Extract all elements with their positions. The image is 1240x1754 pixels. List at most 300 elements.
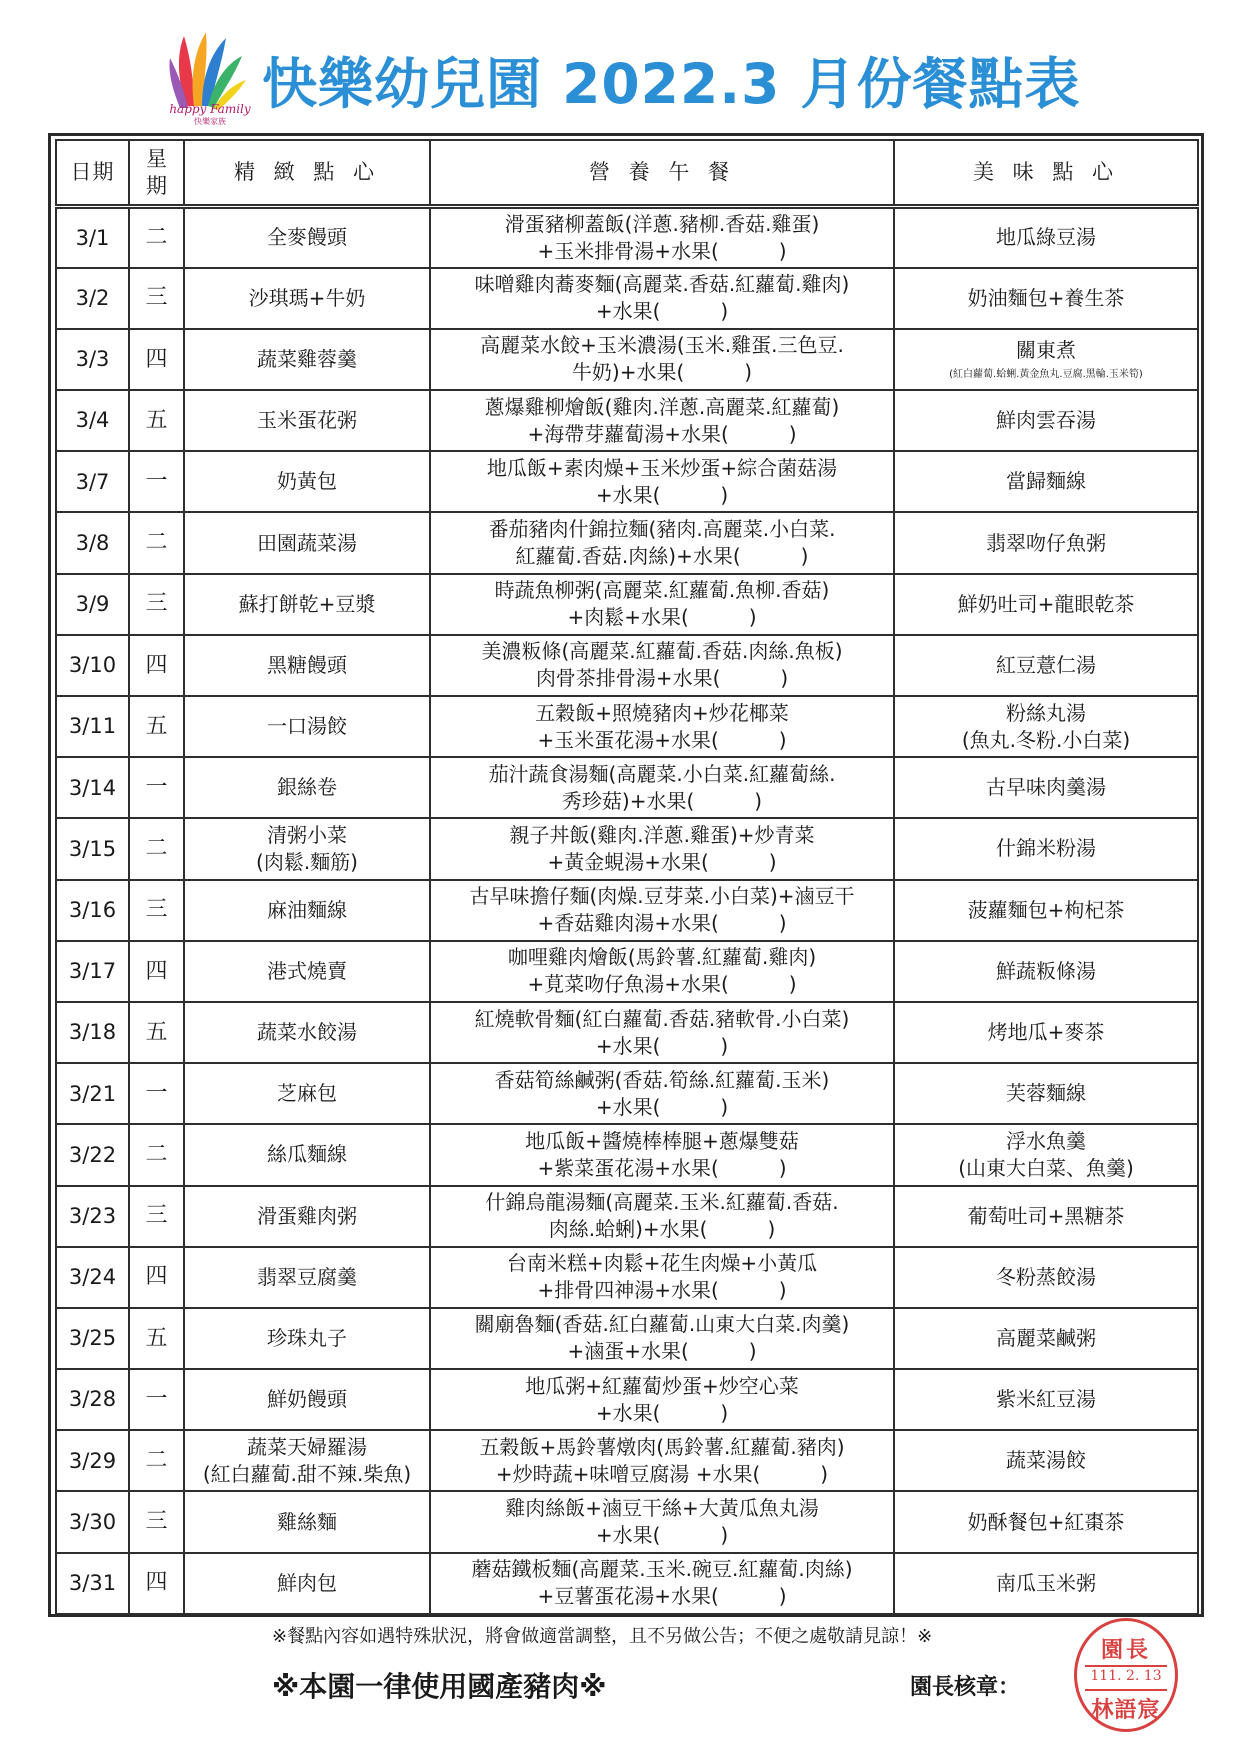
lunch-line-2: 秀珍菇)+水果( ): [561, 788, 763, 813]
adjustment-notice: ※餐點內容如遇特殊狀況，將會做適當調整，且不另做公告；不便之處敬請見諒！※: [272, 1626, 933, 1647]
afternoon-snack-cell: [894, 757, 1198, 818]
date-text: 3/15: [68, 836, 117, 861]
lunch-line-1: 美濃粄條(高麗菜.紅蘿蔔.香菇.肉絲.魚板): [481, 639, 843, 664]
lunch-cell: [430, 1308, 894, 1369]
lunch-cell: [430, 1491, 894, 1552]
weekday-text: 二: [145, 530, 168, 556]
weekday-text: 四: [145, 1264, 168, 1290]
date-cell: [56, 818, 129, 879]
morning-snack-text: 黑糖饅頭: [267, 652, 347, 677]
afternoon-snack-text: 浮水魚羹: [1006, 1128, 1086, 1153]
morning-snack-text: 雞絲麵: [277, 1509, 337, 1534]
date-cell: [56, 1491, 129, 1552]
morning-snack-cell: [184, 757, 430, 818]
date-text: 3/23: [68, 1203, 117, 1228]
date-text: 3/31: [68, 1571, 117, 1596]
morning-snack-cell: [184, 1369, 430, 1430]
lunch-cell: [430, 635, 894, 696]
morning-snack-cell: [184, 1553, 430, 1614]
date-text: 3/10: [68, 653, 117, 678]
column-header-afternoon-snack: 美 味 點 心: [894, 140, 1198, 207]
weekday-text: 三: [145, 1203, 168, 1229]
lunch-line-1: 紅燒軟骨麵(紅白蘿蔔.香菇.豬軟骨.小白菜): [474, 1006, 850, 1031]
lunch-cell: [430, 1369, 894, 1430]
lunch-cell: [430, 1430, 894, 1491]
weekday-cell: [129, 1063, 184, 1124]
morning-snack-text: 清粥小菜: [267, 822, 347, 847]
afternoon-snack-text: 冬粉蒸餃湯: [996, 1264, 1096, 1289]
lunch-line-2: +水果( ): [595, 482, 729, 507]
lunch-line-2: +紫菜蛋花湯+水果( ): [537, 1155, 787, 1180]
afternoon-snack-text: 鮮肉雲吞湯: [996, 408, 1096, 433]
morning-snack-text: 全麥饅頭: [267, 225, 347, 250]
morning-snack-cell: [184, 1308, 430, 1369]
lunch-cell: [430, 880, 894, 941]
weekday-text: 四: [145, 652, 168, 678]
weekday-text: 五: [145, 713, 168, 739]
weekday-cell: [129, 696, 184, 757]
weekday-text: 二: [145, 836, 168, 862]
morning-snack-cell: [184, 1063, 430, 1124]
page-title: 快樂幼兒園 2022.3 月份餐點表: [262, 52, 1081, 116]
lunch-line-2: +肉鬆+水果( ): [567, 605, 757, 630]
lunch-cell: [430, 1247, 894, 1308]
afternoon-snack-text: 鮮蔬粄條湯: [996, 958, 1096, 983]
date-cell: [56, 1063, 129, 1124]
afternoon-snack-cell: [894, 1430, 1198, 1491]
date-cell: [56, 268, 129, 329]
date-text: 3/17: [68, 959, 117, 984]
menu-row: [56, 390, 1198, 451]
date-cell: [56, 1186, 129, 1247]
morning-snack-cell: [184, 1430, 430, 1491]
afternoon-snack-cell: [894, 635, 1198, 696]
weekday-cell: [129, 329, 184, 390]
lunch-line-1: 地瓜粥+紅蘿蔔炒蛋+炒空心菜: [525, 1373, 799, 1398]
date-text: 3/2: [75, 286, 110, 311]
weekday-text: 四: [145, 958, 168, 984]
column-header-lunch: 營 養 午 餐: [430, 140, 894, 207]
date-text: 3/14: [68, 775, 117, 800]
lunch-cell: [430, 1002, 894, 1063]
morning-snack-cell: [184, 1186, 430, 1247]
date-cell: [56, 757, 129, 818]
lunch-cell: [430, 1124, 894, 1185]
lunch-line-1: 蔥爆雞柳燴飯(雞肉.洋蔥.高麗菜.紅蘿蔔): [484, 394, 840, 419]
date-text: 3/24: [68, 1265, 117, 1290]
menu-row: [56, 880, 1198, 941]
lunch-line-1: 蘑菇鐵板麵(高麗菜.玉米.碗豆.紅蘿蔔.肉絲): [471, 1557, 853, 1582]
morning-snack-cell: [184, 1247, 430, 1308]
weekday-cell: [129, 818, 184, 879]
director-seal-stamp: [1074, 1618, 1184, 1738]
date-cell: [56, 1553, 129, 1614]
morning-snack-cell: [184, 390, 430, 451]
lunch-line-1: 雞肉絲飯+滷豆干絲+大黃瓜魚丸湯: [505, 1496, 819, 1521]
lunch-line-1: 滑蛋豬柳蓋飯(洋蔥.豬柳.香菇.雞蛋): [504, 211, 820, 236]
date-text: 3/8: [75, 530, 110, 555]
stamp-divider: [1085, 1665, 1167, 1667]
logo-caption: happy Family: [169, 102, 251, 116]
weekday-cell: [129, 1553, 184, 1614]
afternoon-snack-text: 葡萄吐司+黑糖茶: [967, 1203, 1125, 1228]
logo-subcaption: 快樂家族: [194, 117, 226, 126]
date-text: 3/7: [75, 469, 110, 494]
menu-row: [56, 451, 1198, 512]
lunch-line-1: 番茄豬肉什錦拉麵(豬肉.高麗菜.小白菜.: [488, 517, 836, 542]
weekday-cell: [129, 574, 184, 635]
lunch-line-2: 牛奶)+水果( ): [571, 360, 753, 385]
morning-snack-cell: [184, 451, 430, 512]
afternoon-snack-text: 當歸麵線: [1006, 469, 1086, 494]
afternoon-snack-text: 粉絲丸湯: [1006, 700, 1086, 725]
weekday-cell: [129, 1308, 184, 1369]
afternoon-snack-cell: [894, 329, 1198, 390]
lunch-line-2: +香菇雞肉湯+水果( ): [537, 911, 787, 936]
morning-snack-cell: [184, 941, 430, 1002]
lunch-cell: [430, 1553, 894, 1614]
stamp-divider: [1085, 1689, 1167, 1691]
morning-snack-text: 麻油麵線: [267, 897, 347, 922]
morning-snack-text: 銀絲卷: [277, 775, 337, 800]
lunch-line-1: 台南米糕+肉鬆+花生肉燥+小黃瓜: [506, 1251, 818, 1276]
menu-row: [56, 1369, 1198, 1430]
weekday-cell: [129, 451, 184, 512]
morning-snack-text: 珍珠丸子: [267, 1325, 347, 1350]
lunch-line-2: +玉米排骨湯+水果( ): [537, 238, 787, 263]
date-cell: [56, 207, 129, 268]
afternoon-snack-cell: [894, 1002, 1198, 1063]
weekday-cell: [129, 757, 184, 818]
menu-row: [56, 574, 1198, 635]
weekday-text: 三: [145, 285, 168, 311]
morning-snack-cell: [184, 880, 430, 941]
morning-snack-text: 玉米蛋花粥: [257, 408, 357, 433]
lunch-cell: [430, 512, 894, 573]
weekday-text: 一: [145, 1386, 168, 1412]
date-text: 3/30: [68, 1509, 117, 1534]
lunch-cell: [430, 451, 894, 512]
lunch-line-1: 古早味擔仔麵(肉燥.豆芽菜.小白菜)+滷豆干: [469, 884, 855, 909]
date-cell: [56, 451, 129, 512]
lunch-cell: [430, 818, 894, 879]
lunch-line-2: +海帶芽蘿蔔湯+水果( ): [527, 421, 797, 446]
stamp-date: 111. 2. 13: [1090, 1668, 1162, 1684]
afternoon-snack-text: 奶油麵包+養生茶: [967, 285, 1125, 310]
morning-snack-text: 沙琪瑪+牛奶: [248, 285, 366, 310]
morning-snack-text: 奶黃包: [277, 469, 337, 494]
lunch-line-1: 五穀飯+照燒豬肉+炒花椰菜: [535, 700, 789, 725]
afternoon-snack-cell: [894, 1308, 1198, 1369]
morning-snack-text: 田園蔬菜湯: [257, 530, 357, 555]
lunch-line-2: +水果( ): [595, 1094, 729, 1119]
menu-row: [56, 1247, 1198, 1308]
weekday-text: 一: [145, 1080, 168, 1106]
menu-row: [56, 1186, 1198, 1247]
lunch-line-1: 高麗菜水餃+玉米濃湯(玉米.雞蛋.三色豆.: [480, 333, 844, 358]
menu-row: [56, 268, 1198, 329]
table-body: [56, 207, 1198, 1614]
morning-snack-text: 一口湯餃: [267, 714, 347, 739]
lunch-line-1: 地瓜飯+素肉燥+玉米炒蛋+綜合菌菇湯: [486, 455, 838, 480]
afternoon-snack-cell: [894, 207, 1198, 268]
weekday-text: 二: [145, 1448, 168, 1473]
weekday-header-line2: 期: [146, 173, 167, 198]
afternoon-snack-cell: [894, 1186, 1198, 1247]
date-text: 3/29: [68, 1448, 117, 1473]
weekday-cell: [129, 1186, 184, 1247]
weekday-cell: [129, 268, 184, 329]
lunch-line-2: +水果( ): [595, 1400, 729, 1425]
weekday-text: 三: [145, 897, 168, 923]
lunch-line-2: +豆薯蛋花湯+水果( ): [537, 1584, 787, 1609]
menu-row: [56, 818, 1198, 879]
lunch-cell: [430, 1186, 894, 1247]
date-text: 3/21: [68, 1081, 117, 1106]
lunch-cell: [430, 574, 894, 635]
afternoon-snack-cell: [894, 1124, 1198, 1185]
date-cell: [56, 1002, 129, 1063]
afternoon-snack-text: 烤地瓜+麥茶: [987, 1020, 1105, 1045]
weekday-cell: [129, 1491, 184, 1552]
afternoon-snack-cell: [894, 1247, 1198, 1308]
domestic-pork-notice: ※本園一律使用國產豬肉※: [272, 1670, 607, 1703]
weekday-cell: [129, 941, 184, 1002]
morning-snack-detail: (肉鬆.麵筋): [256, 849, 358, 874]
afternoon-snack-cell: [894, 941, 1198, 1002]
stamp-border: [1074, 1618, 1178, 1732]
lunch-line-1: 地瓜飯+醬燒棒棒腿+蔥爆雙菇: [525, 1128, 799, 1153]
afternoon-snack-text: 古早味肉羹湯: [986, 775, 1106, 800]
date-text: 3/4: [75, 408, 110, 433]
morning-snack-text: 蔬菜雞蓉羹: [257, 346, 357, 371]
date-cell: [56, 635, 129, 696]
weekday-cell: [129, 1247, 184, 1308]
date-cell: [56, 512, 129, 573]
lunch-line-1: 什錦烏龍湯麵(高麗菜.玉米.紅蘿蔔.香菇.: [485, 1190, 839, 1215]
lunch-cell: [430, 329, 894, 390]
date-text: 3/1: [75, 225, 110, 250]
menu-row: [56, 1491, 1198, 1552]
date-text: 3/3: [75, 347, 110, 372]
date-text: 3/25: [68, 1326, 117, 1351]
lunch-line-2: +黃金蜆湯+水果( ): [547, 849, 777, 874]
afternoon-snack-cell: [894, 1063, 1198, 1124]
lunch-line-1: 咖哩雞肉燴飯(馬鈴薯.紅蘿蔔.雞肉): [507, 945, 817, 970]
menu-row: [56, 1063, 1198, 1124]
date-text: 3/28: [68, 1387, 117, 1412]
lunch-cell: [430, 390, 894, 451]
weekday-text: 二: [145, 225, 168, 250]
afternoon-snack-cell: [894, 1553, 1198, 1614]
date-cell: [56, 390, 129, 451]
menu-row: [56, 1553, 1198, 1614]
weekday-text: 五: [145, 407, 168, 433]
morning-snack-cell: [184, 696, 430, 757]
lunch-line-2: 紅蘿蔔.香菇.肉絲)+水果( ): [515, 544, 809, 569]
weekday-header-line1: 星: [146, 147, 167, 172]
afternoon-snack-text: 奶酥餐包+紅棗茶: [967, 1509, 1125, 1534]
stamp-name: 林語宸: [1091, 1698, 1161, 1723]
weekday-text: 一: [145, 774, 168, 800]
weekday-text: 一: [145, 469, 168, 494]
menu-row: [56, 941, 1198, 1002]
date-cell: [56, 1369, 129, 1430]
afternoon-snack-text: 地瓜綠豆湯: [996, 225, 1096, 250]
weekday-cell: [129, 512, 184, 573]
afternoon-snack-cell: [894, 1491, 1198, 1552]
menu-row: [56, 696, 1198, 757]
morning-snack-cell: [184, 512, 430, 573]
morning-snack-cell: [184, 268, 430, 329]
weekday-text: 三: [145, 1509, 168, 1535]
afternoon-snack-text: 高麗菜鹹粥: [996, 1325, 1096, 1350]
lunch-cell: [430, 941, 894, 1002]
lunch-line-2: +玉米蛋花湯+水果( ): [537, 727, 787, 752]
date-cell: [56, 1430, 129, 1491]
date-cell: [56, 329, 129, 390]
morning-snack-cell: [184, 329, 430, 390]
afternoon-snack-text: 菠蘿麵包+枸杞茶: [967, 897, 1125, 922]
weekday-cell: [129, 207, 184, 268]
morning-snack-cell: [184, 207, 430, 268]
afternoon-snack-cell: [894, 1369, 1198, 1430]
date-text: 3/16: [68, 897, 117, 922]
weekday-cell: [129, 1124, 184, 1185]
lunch-line-1: 關廟魯麵(香菇.紅白蘿蔔.山東大白菜.肉羹): [474, 1312, 850, 1337]
date-text: 3/22: [68, 1142, 117, 1167]
afternoon-snack-cell: [894, 880, 1198, 941]
morning-snack-text: 蔬菜水餃湯: [257, 1020, 357, 1045]
weekday-cell: [129, 390, 184, 451]
afternoon-snack-detail: (山東大白菜、魚羹): [958, 1155, 1134, 1180]
date-cell: [56, 1124, 129, 1185]
lunch-line-2: +莧菜吻仔魚湯+水果( ): [527, 972, 797, 997]
meal-menu-table: [55, 139, 1199, 1615]
date-text: 3/11: [68, 714, 117, 739]
morning-snack-text: 港式燒賣: [267, 958, 347, 983]
morning-snack-text: 蘇打餅乾+豆漿: [238, 591, 376, 616]
afternoon-snack-cell: [894, 512, 1198, 573]
lunch-line-1: 香菇筍絲鹹粥(香菇.筍絲.紅蘿蔔.玉米): [494, 1067, 830, 1092]
lunch-line-1: 味噌雞肉蕎麥麵(高麗菜.香菇.紅蘿蔔.雞肉): [474, 272, 850, 297]
afternoon-snack-cell: [894, 268, 1198, 329]
lunch-line-2: +排骨四神湯+水果( ): [537, 1278, 787, 1303]
column-header-weekday: [129, 140, 184, 207]
menu-row: [56, 1430, 1198, 1491]
column-header-date: 日期: [56, 140, 129, 207]
morning-snack-cell: [184, 574, 430, 635]
date-cell: [56, 1308, 129, 1369]
morning-snack-text: 滑蛋雞肉粥: [257, 1203, 357, 1228]
lunch-line-1: 茄汁蔬食湯麵(高麗菜.小白菜.紅蘿蔔絲.: [488, 761, 836, 786]
morning-snack-text: 翡翠豆腐羹: [257, 1264, 357, 1289]
morning-snack-text: 鮮奶饅頭: [267, 1387, 347, 1412]
date-cell: [56, 696, 129, 757]
weekday-text: 二: [145, 1142, 168, 1168]
lunch-line-2: 肉絲.蛤蜊)+水果( ): [548, 1217, 776, 1242]
menu-row: [56, 757, 1198, 818]
morning-snack-text: 芝麻包: [277, 1081, 337, 1106]
morning-snack-cell: [184, 1124, 430, 1185]
weekday-cell: [129, 1002, 184, 1063]
menu-row: [56, 207, 1198, 268]
afternoon-snack-detail: (魚丸.冬粉.小白菜): [961, 727, 1131, 752]
afternoon-snack-ingredients: (紅白蘿蔔.蛤蜊.黃金魚丸.豆腐.黑輪.玉米筍): [949, 368, 1143, 380]
lunch-cell: [430, 757, 894, 818]
afternoon-snack-cell: [894, 818, 1198, 879]
weekday-cell: [129, 1369, 184, 1430]
morning-snack-cell: [184, 1002, 430, 1063]
date-cell: [56, 1247, 129, 1308]
lunch-line-2: +水果( ): [595, 1523, 729, 1548]
weekday-text: 四: [145, 1570, 168, 1596]
afternoon-snack-cell: [894, 696, 1198, 757]
lunch-cell: [430, 268, 894, 329]
lunch-cell: [430, 696, 894, 757]
weekday-text: 五: [145, 1019, 168, 1045]
date-text: 3/18: [68, 1020, 117, 1045]
afternoon-snack-text: 翡翠吻仔魚粥: [986, 530, 1106, 555]
afternoon-snack-text: 關東煮: [1016, 337, 1076, 362]
menu-row: [56, 1002, 1198, 1063]
weekday-cell: [129, 1430, 184, 1491]
lunch-cell: [430, 1063, 894, 1124]
weekday-text: 五: [145, 1325, 168, 1351]
afternoon-snack-cell: [894, 390, 1198, 451]
table-header-row: [56, 140, 1198, 207]
morning-snack-detail: (紅白蘿蔔.甜不辣.柴魚): [202, 1461, 412, 1486]
menu-row: [56, 329, 1198, 390]
lunch-line-2: +炒時蔬+味噌豆腐湯 +水果( ): [495, 1461, 829, 1486]
lunch-line-1: 時蔬魚柳粥(高麗菜.紅蘿蔔.魚柳.香菇): [494, 578, 830, 603]
afternoon-snack-text: 蔬菜湯餃: [1006, 1448, 1086, 1473]
date-cell: [56, 880, 129, 941]
weekday-cell: [129, 880, 184, 941]
menu-row: [56, 1124, 1198, 1185]
morning-snack-text: 鮮肉包: [277, 1570, 337, 1595]
weekday-cell: [129, 635, 184, 696]
afternoon-snack-text: 鮮奶吐司+龍眼乾茶: [957, 591, 1135, 616]
date-cell: [56, 574, 129, 635]
director-approval-label: 園長核章：: [910, 1675, 1021, 1700]
column-header-morning-snack: 精 緻 點 心: [184, 140, 430, 207]
morning-snack-text: 絲瓜麵線: [267, 1142, 347, 1167]
morning-snack-text: 蔬菜天婦羅湯: [247, 1434, 367, 1459]
lunch-line-2: 肉骨茶排骨湯+水果( ): [535, 666, 789, 691]
weekday-text: 三: [145, 591, 168, 617]
stamp-title: 園長: [1100, 1638, 1151, 1663]
lunch-cell: [430, 207, 894, 268]
menu-row: [56, 635, 1198, 696]
lunch-line-2: +滷蛋+水果( ): [567, 1339, 757, 1364]
menu-row: [56, 512, 1198, 573]
lunch-line-2: +水果( ): [595, 299, 729, 324]
menu-row: [56, 1308, 1198, 1369]
afternoon-snack-text: 紅豆薏仁湯: [996, 652, 1096, 677]
morning-snack-cell: [184, 1491, 430, 1552]
lunch-line-1: 親子丼飯(雞肉.洋蔥.雞蛋)+炒青菜: [509, 822, 815, 847]
afternoon-snack-text: 南瓜玉米粥: [996, 1570, 1096, 1595]
weekday-text: 四: [145, 346, 168, 372]
lunch-line-1: 五穀飯+馬鈴薯燉肉(馬鈴薯.紅蘿蔔.豬肉): [479, 1434, 845, 1459]
afternoon-snack-text: 芙蓉麵線: [1006, 1081, 1086, 1106]
afternoon-snack-cell: [894, 574, 1198, 635]
afternoon-snack-text: 什錦米粉湯: [996, 836, 1096, 861]
lunch-line-2: +水果( ): [595, 1033, 729, 1058]
afternoon-snack-cell: [894, 451, 1198, 512]
morning-snack-cell: [184, 635, 430, 696]
